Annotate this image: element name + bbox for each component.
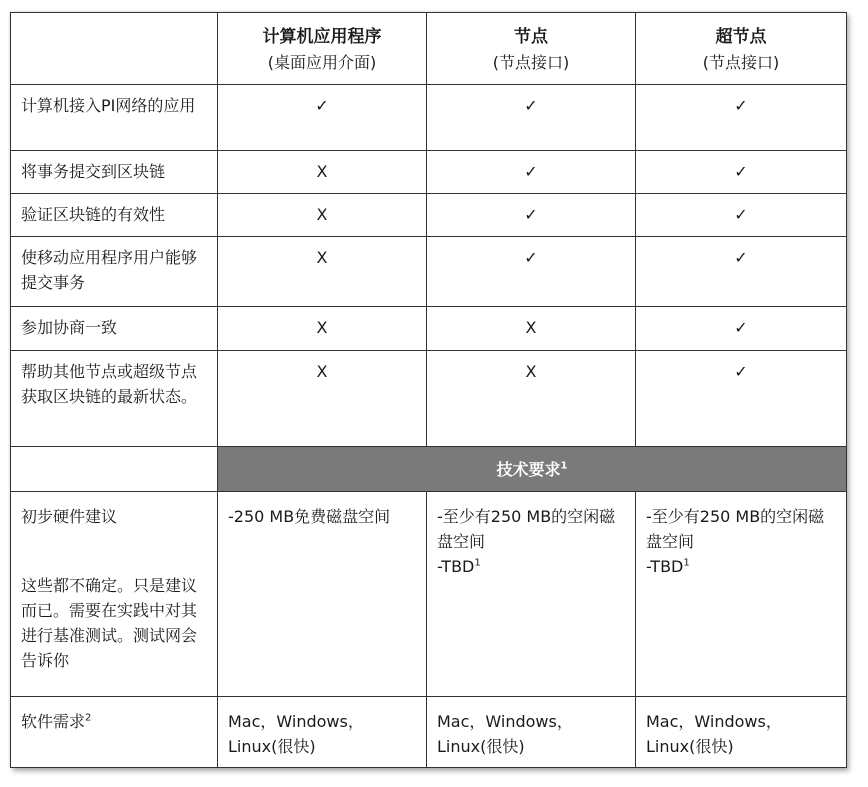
feature-value: X <box>427 351 636 447</box>
feature-value: X <box>218 307 427 351</box>
software-value: Mac，Windows，Linux(很快) <box>427 697 636 768</box>
hardware-line: -至少有250 MB的空闲磁盘空间 <box>437 507 616 551</box>
table-row <box>11 194 847 237</box>
feature-value: ✓ <box>427 194 636 237</box>
footnote-marker: 1 <box>560 460 568 472</box>
column-title: 超节点 <box>715 27 767 47</box>
feature-label: 使移动应用程序用户能够提交事务 <box>11 237 218 307</box>
section-title: 技术要求 <box>496 459 561 479</box>
column-title: 计算机应用程序 <box>262 27 382 47</box>
hardware-value <box>218 492 427 697</box>
feature-value: ✓ <box>636 151 847 194</box>
column-subtitle: (节点接口) <box>702 53 780 72</box>
section-header-row <box>11 447 847 492</box>
table-row <box>11 237 847 307</box>
section-empty-cell <box>11 447 218 492</box>
feature-value: X <box>218 237 427 307</box>
feature-label: 将事务提交到区块链 <box>11 151 218 194</box>
software-row <box>11 697 847 768</box>
footnote-marker: 1 <box>474 557 481 569</box>
feature-value: ✓ <box>636 237 847 307</box>
feature-value: X <box>218 194 427 237</box>
header-empty-cell <box>11 13 218 85</box>
software-label-cell <box>11 697 218 768</box>
feature-label: 帮助其他节点或超级节点获取区块链的最新状态。 <box>11 351 218 447</box>
hardware-label-cell <box>11 492 218 697</box>
hardware-label: 初步硬件建议 <box>21 507 118 526</box>
footnote-marker: 1 <box>683 557 690 569</box>
feature-label: 验证区块链的有效性 <box>11 194 218 237</box>
hardware-value <box>427 492 636 697</box>
column-subtitle: (节点接口) <box>492 53 570 72</box>
feature-value: X <box>218 151 427 194</box>
feature-value: ✓ <box>427 237 636 307</box>
feature-value: ✓ <box>636 85 847 151</box>
software-value: Mac，Windows，Linux(很快) <box>218 697 427 768</box>
feature-label: 计算机接入PI网络的应用 <box>11 85 218 151</box>
hardware-line: -至少有250 MB的空闲磁盘空间 <box>646 507 825 551</box>
header-node <box>427 13 636 85</box>
table-row <box>11 151 847 194</box>
column-title: 节点 <box>514 27 548 47</box>
feature-value: X <box>218 351 427 447</box>
feature-value: ✓ <box>218 85 427 151</box>
table-row <box>11 85 847 151</box>
hardware-line: -250 MB免费磁盘空间 <box>228 507 391 526</box>
feature-value: ✓ <box>636 194 847 237</box>
header-row <box>11 13 847 85</box>
comparison-table <box>10 12 847 768</box>
hardware-row <box>11 492 847 697</box>
hardware-line: -TBD <box>646 557 684 576</box>
header-supernode <box>636 13 847 85</box>
feature-label: 参加协商一致 <box>11 307 218 351</box>
table-row <box>11 351 847 447</box>
header-desktop-app <box>218 13 427 85</box>
hardware-line: -TBD <box>437 557 475 576</box>
software-label: 软件需求 <box>21 712 86 731</box>
hardware-value <box>636 492 847 697</box>
hardware-note: 这些都不确定。只是建议而已。需要在实践中对其进行基准测试。测试网会告诉你 <box>21 576 198 670</box>
feature-value: ✓ <box>636 307 847 351</box>
column-subtitle: (桌面应用介面) <box>267 53 377 72</box>
feature-value: ✓ <box>427 85 636 151</box>
table-row <box>11 307 847 351</box>
software-value: Mac，Windows，Linux(很快) <box>636 697 847 768</box>
feature-value: ✓ <box>427 151 636 194</box>
feature-value: ✓ <box>636 351 847 447</box>
tech-requirements-bar <box>218 447 847 492</box>
footnote-marker: 2 <box>85 712 92 724</box>
feature-value: X <box>427 307 636 351</box>
